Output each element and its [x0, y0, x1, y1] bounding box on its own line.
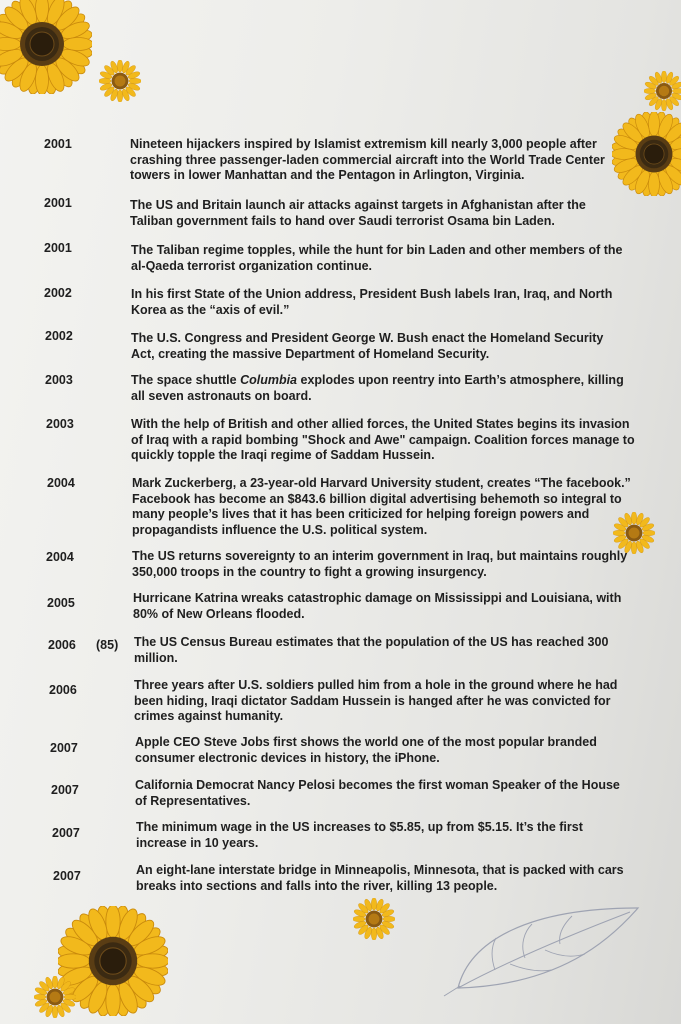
entry-year: 2002	[44, 286, 72, 300]
entry-year: 2006	[49, 683, 77, 697]
entry-text: The US returns sovereignty to an interim government in Iraq, but maintains roughly 350,000 troops in the country to fight a growing insurgency.	[132, 549, 628, 579]
entry-year: 2001	[44, 196, 72, 210]
entry-text: Three years after U.S. soldiers pulled him from a hole in the ground where he had been hiding, Iraqi dictator Saddam Hussein is hanged after he was convicted for crimes against humanity.	[134, 678, 618, 723]
entry-year: 2005	[47, 596, 75, 610]
entry-year: 2007	[52, 826, 80, 840]
entry-text: Nineteen hijackers inspired by Islamist extremism kill nearly 3,000 people after crashing three passenger-laden commercial aircraft into the World Trade Center towers in lower Manhattan and the Pentagon in Arlington, Virginia.	[130, 137, 605, 182]
entry-text: Apple CEO Steve Jobs first shows the world one of the most popular branded consumer electronic devices in history, the iPhone.	[135, 735, 597, 765]
entry-text: The US Census Bureau estimates that the population of the US has reached 300 million.	[134, 635, 609, 665]
shuttle-name: Columbia	[240, 373, 298, 387]
entry-year: 2001	[44, 241, 72, 255]
entry-year: 2004	[47, 476, 75, 490]
entry-year: 2003	[46, 417, 74, 431]
entry-text: The space shuttle Columbia explodes upon reentry into Earth’s atmosphere, killing all seven astronauts on board.	[131, 373, 624, 403]
entry-text: With the help of British and other allied forces, the United States begins its invasion of Iraq with a rapid bombing "Shock and Awe" campaign. Coalition forces manage to quickly topple the Iraqi regime of Saddam Hussein.	[131, 417, 635, 462]
entry-text: An eight-lane interstate bridge in Minneapolis, Minnesota, that is packed with cars breaks into sections and falls into the river, killing 13 people.	[136, 863, 624, 893]
entry-year: 2004	[46, 550, 74, 564]
entry-text: Hurricane Katrina wreaks catastrophic damage on Mississippi and Louisiana, with 80% of New Orleans flooded.	[133, 591, 622, 621]
entry-text: California Democrat Nancy Pelosi becomes the first woman Speaker of the House of Representatives.	[135, 778, 620, 808]
entry-year: 2007	[50, 741, 78, 755]
entry-note: (85)	[96, 638, 119, 652]
entry-text: In his first State of the Union address, President Bush labels Iran, Iraq, and North Korea as the “axis of evil.”	[131, 287, 613, 317]
entry-text: The minimum wage in the US increases to $5.85, up from $5.15. It’s the first increase in 10 years.	[136, 820, 583, 850]
entry-year: 2002	[45, 329, 73, 343]
entry-text: Mark Zuckerberg, a 23-year-old Harvard University student, creates “The facebook.” Facebook has become an $843.6 billion digital advertising behemoth so integral to many people’s lives that it has been criticized for helping foreign powers and propagandists influence the U.S. political system.	[132, 476, 631, 537]
entry-year: 2001	[44, 137, 72, 151]
entry-year: 2007	[53, 869, 81, 883]
entry-text: The Taliban regime topples, while the hunt for bin Laden and other members of the al-Qaeda terrorist organization continue.	[131, 243, 623, 273]
entry-text: The US and Britain launch air attacks against targets in Afghanistan after the Taliban government fails to hand over Saudi terrorist Osama bin Laden.	[130, 198, 586, 228]
entry-year: 2006	[48, 638, 76, 652]
entry-year: 2007	[51, 783, 79, 797]
entry-text: The U.S. Congress and President George W. Bush enact the Homeland Security Act, creating the massive Department of Homeland Security.	[131, 331, 604, 361]
entry-year: 2003	[45, 373, 73, 387]
